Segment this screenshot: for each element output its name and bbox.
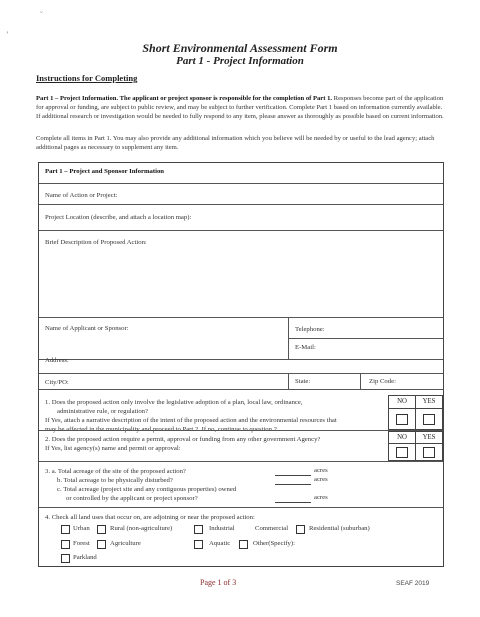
question-4-text: 4. Check all land uses that occur on, are adjoining or near the proposed action: [45, 514, 255, 521]
commercial-label: Commercial [255, 525, 289, 532]
question-1-text: 1. Does the proposed action only involve the legislative adoption of a plan, local law, ordinance, [45, 399, 303, 406]
project-sponsor-form [38, 162, 444, 567]
question-2-text: 2. Does the proposed action require a permit, approval or funding from any other government Agency? [45, 436, 321, 443]
forest-label: Forest [73, 540, 90, 547]
scan-mark: ʼ [6, 30, 9, 39]
question-3b-text: b. Total acreage to be physically disturbed? [57, 477, 173, 484]
q2-yes-header: YES [415, 431, 443, 444]
section-heading: Part 1 – Project and Sponsor Information [45, 168, 165, 175]
rural-label: Rural (non-agriculture) [110, 525, 173, 532]
forest-checkbox[interactable] [61, 540, 70, 549]
q1-yes-checkbox[interactable] [423, 414, 435, 425]
q3b-acres-input[interactable] [275, 484, 311, 485]
project-location-field[interactable]: Project Location (describe, and attach a location map): [45, 214, 192, 221]
industrial-checkbox[interactable] [194, 525, 203, 534]
state-field[interactable]: State: [295, 378, 311, 385]
q3b-unit: acres [314, 476, 328, 483]
other-checkbox[interactable] [239, 540, 248, 549]
q1-no-checkbox[interactable] [396, 414, 408, 425]
q2-yes-checkbox[interactable] [423, 447, 435, 458]
q1-yes-header: YES [415, 395, 443, 409]
q3c-unit: acres [314, 494, 328, 501]
zip-field[interactable]: Zip Code: [369, 378, 396, 385]
scan-mark: ˘ [40, 10, 43, 19]
aquatic-checkbox[interactable] [194, 540, 203, 549]
urban-checkbox[interactable] [61, 525, 70, 534]
instructions-paragraph-2: Complete all items in Part 1. You may also provide any additional information which you believe will be needed by or useful to the lead agency; attach additional pages as necessary to supplement any item. [36, 135, 435, 151]
q3c-acres-input[interactable] [275, 502, 311, 503]
page-number: Page 1 of 3 [200, 578, 237, 587]
rural-checkbox[interactable] [97, 525, 106, 534]
instructions-paragraph-1 [36, 94, 444, 121]
city-field[interactable]: City/PO: [45, 379, 69, 386]
q2-no-checkbox[interactable] [396, 447, 408, 458]
question-3a-text: 3. a. Total acreage of the site of the proposed action? [45, 468, 186, 475]
instructions-heading: Instructions for Completing [36, 73, 138, 83]
question-2-instruction: If Yes, list agency(s) name and permit or approval: [45, 445, 181, 452]
agriculture-checkbox[interactable] [97, 540, 106, 549]
q3a-acres-input[interactable] [275, 475, 311, 476]
form-title: Short Environmental Assessment Form [142, 41, 338, 55]
name-of-action-field[interactable]: Name of Action or Project: [45, 192, 118, 199]
aquatic-label: Aquatic [209, 540, 231, 547]
industrial-label: Industrial [209, 525, 235, 532]
other-label: Other(Specify): [253, 540, 295, 547]
q3a-unit: acres [314, 467, 328, 474]
urban-label: Urban [73, 525, 90, 532]
question-3c-text: c. Total acreage (project site and any contiguous properties) owned [57, 486, 237, 493]
q2-no-header: NO [388, 431, 416, 444]
commercial-checkbox[interactable] [296, 525, 305, 534]
parkland-label: Parkland [73, 554, 97, 561]
email-field[interactable]: E-Mail: [295, 344, 316, 351]
address-field[interactable]: Address: [45, 357, 69, 364]
question-1-text-cont: administrative rule, or regulation? [57, 408, 148, 415]
residential-label: Residential (suburban) [309, 525, 370, 532]
applicant-name-field[interactable]: Name of Applicant or Sponsor: [45, 325, 129, 332]
form-code: SEAF 2019 [396, 580, 430, 587]
brief-description-field[interactable]: Brief Description of Proposed Action: [45, 239, 147, 246]
paragraph-1-lead: Part 1 – Project Information. The applicant or project sponsor is responsible for the completion of Part 1. [36, 95, 333, 102]
q1-no-header: NO [388, 395, 416, 409]
parkland-checkbox[interactable] [61, 554, 70, 563]
form-subtitle: Part 1 - Project Information [176, 55, 304, 67]
agriculture-label: Agriculture [110, 540, 141, 547]
question-3c-text-cont: or controlled by the applicant or project sponsor? [66, 495, 198, 502]
paragraph-1-body: Responses become part of the application for approval or funding, are subject to public review, and may be subject to further verification. Complete Part 1 based on information currently available. If additional research or investigation would be needed to fully respond to any item, please answer as thoroughly as possible based on current information. [36, 95, 444, 120]
telephone-field[interactable]: Telephone: [295, 326, 325, 333]
question-1-instruction-cont: may be affected in the municipality and proceed to Part 2. If no, continue to question 2. [45, 426, 279, 433]
question-1-instruction: If Yes, attach a narrative description of the intent of the proposed action and the environmental resources that [45, 417, 337, 424]
